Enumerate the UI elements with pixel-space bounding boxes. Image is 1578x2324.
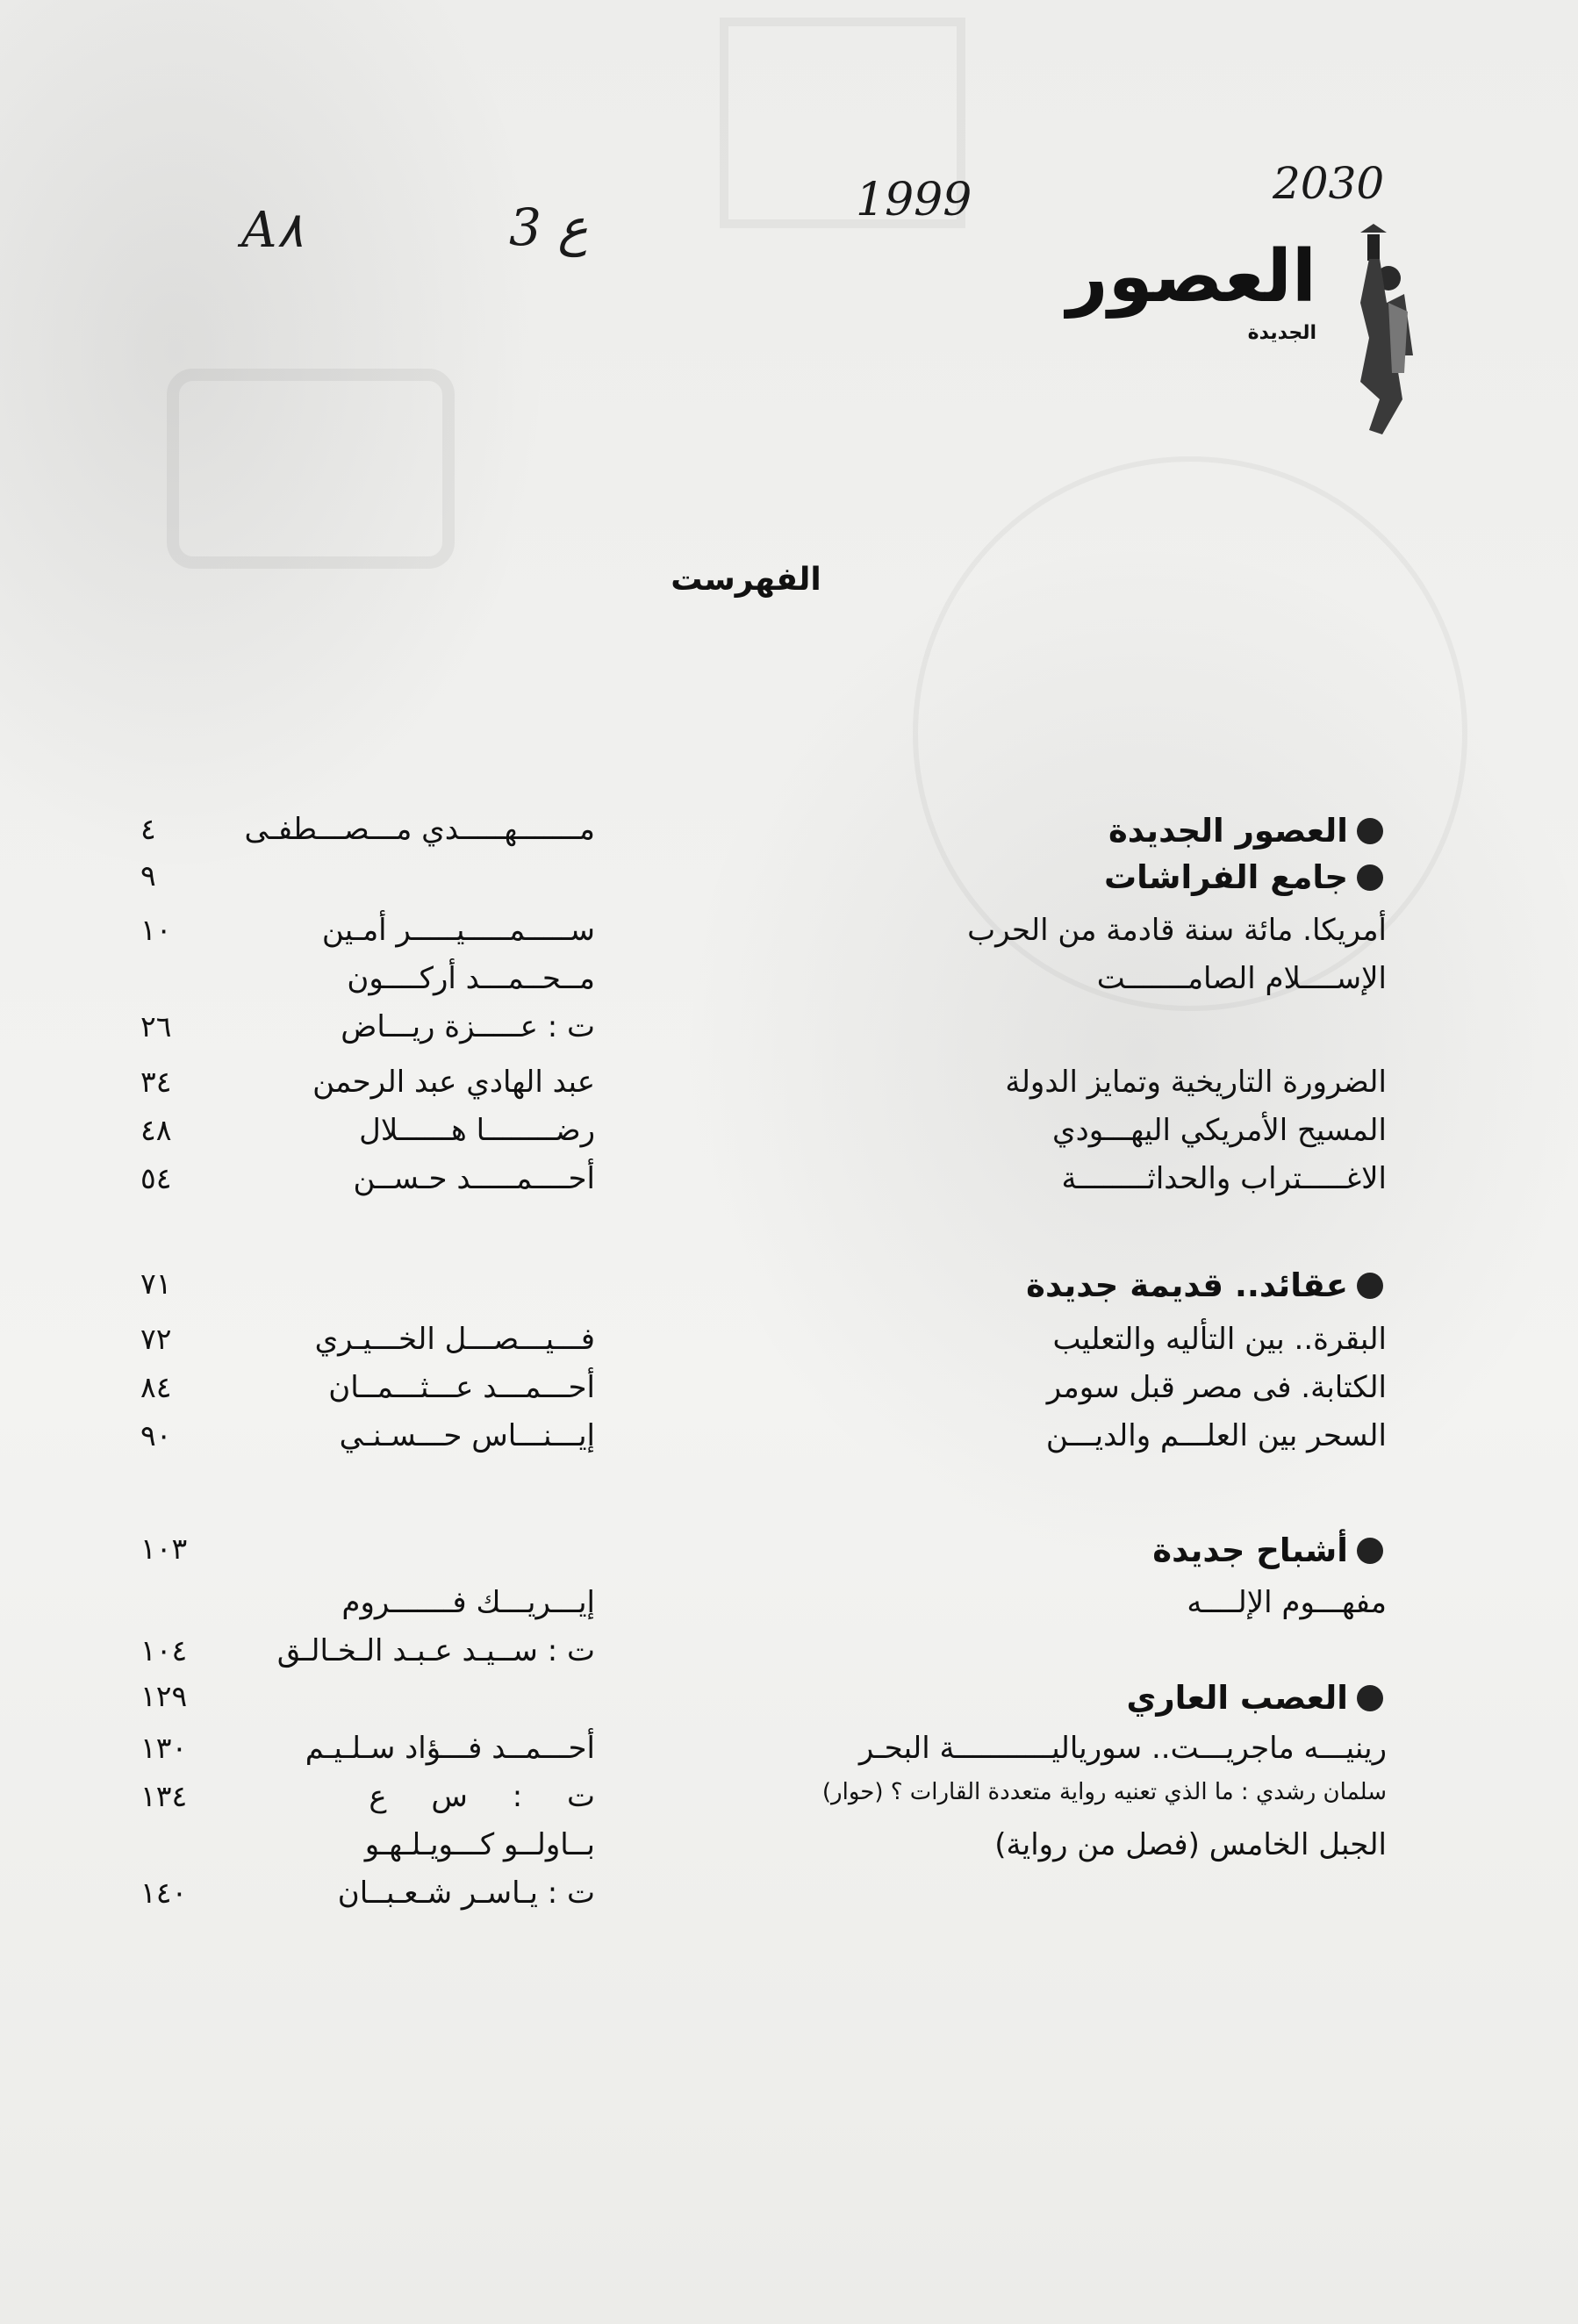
author-name: إيـــنـــاس حـــسـنـي xyxy=(339,1418,595,1453)
toc-entry-row xyxy=(0,1731,1578,1776)
translator-name: ت : يـاسـر شـعـبــان xyxy=(337,1876,595,1911)
page-number: ٢٦ xyxy=(140,1009,172,1044)
author-name: بــاولــو كـــويـلـهـو xyxy=(364,1827,595,1862)
article-title: مفهـــوم الإلــــه xyxy=(1187,1585,1387,1620)
author-name: مــحــمـــد أركــــون xyxy=(347,961,595,996)
page-number: ١٢٩ xyxy=(140,1679,188,1713)
page-number: ٩٠ xyxy=(140,1418,172,1452)
author-name: ســـــمـــــيـــــر أمـين xyxy=(321,913,595,948)
author-name: رضــــــــا هــــــلال xyxy=(359,1113,595,1148)
toc-entry-row xyxy=(0,1779,1578,1825)
handwritten-year: 1999 xyxy=(856,174,972,226)
author-name: عبد الهادي عبد الرحمن xyxy=(312,1065,595,1100)
article-title: الضرورة التاريخية وتمايز الدولة xyxy=(1005,1065,1387,1100)
magazine-name: العصور xyxy=(1066,235,1316,319)
bullet-icon xyxy=(1357,1685,1383,1711)
section-heading xyxy=(1126,1679,1383,1717)
article-title: الكتابة. فى مصر قبل سومر xyxy=(1046,1370,1387,1405)
section-name: العصور الجديدة xyxy=(1108,812,1348,850)
author-name: أحــــمـــــد حـســن xyxy=(353,1161,595,1196)
section-heading xyxy=(1026,1266,1383,1304)
index-title: الفهرست xyxy=(671,562,821,598)
article-title: أمريكا. مائة سنة قادمة من الحرب xyxy=(967,913,1387,948)
magazine-subtitle: الجديدة xyxy=(1247,322,1316,344)
author-name: مـــــــهـــــدي مـــصـــطفـى xyxy=(244,812,595,847)
toc-entry-row xyxy=(0,1009,1578,1055)
article-title: الجبل الخامس (فصل من رواية) xyxy=(994,1827,1387,1862)
page-number: ٤ xyxy=(140,812,156,846)
translator-name: ت : ســيـد عـبـد الـخـالـق xyxy=(276,1633,595,1668)
section-name: العصب العاري xyxy=(1126,1679,1348,1717)
toc-entry-row xyxy=(0,1827,1578,1873)
page-number: ٧٢ xyxy=(140,1322,172,1356)
handwritten-issue-mark: ع 3 xyxy=(509,197,588,257)
section-heading xyxy=(1152,1531,1383,1569)
page-number: ١٠٤ xyxy=(140,1633,188,1668)
article-title: رينيـــه ماجريـــت.. سورياليـــــــــــة البحـر xyxy=(858,1731,1387,1766)
author-name: فـــيـــصـــل الخـــيـري xyxy=(314,1322,595,1357)
toc-entry-row xyxy=(0,1585,1578,1631)
toc-entry-row xyxy=(0,1161,1578,1207)
bullet-icon xyxy=(1357,864,1383,891)
bullet-icon xyxy=(1357,1273,1383,1299)
page-number: ١٠ xyxy=(140,913,172,947)
article-title: الاغـــــتراب والحداثــــــــة xyxy=(1061,1161,1387,1196)
bullet-icon xyxy=(1357,1538,1383,1564)
page-number: ١٣٤ xyxy=(140,1779,188,1813)
section-name: أشباح جديدة xyxy=(1152,1531,1348,1569)
page-number: ٩ xyxy=(140,858,156,893)
toc-section-row xyxy=(0,1679,1578,1725)
page-number: ٥٤ xyxy=(140,1161,172,1195)
page-number: ٨٤ xyxy=(140,1370,172,1404)
toc-entry-row xyxy=(0,1876,1578,1921)
author-name: أحـــمــد فـــؤاد سـلـيـم xyxy=(305,1731,595,1766)
handwritten-code: A٨ xyxy=(241,202,304,259)
toc-entry-row xyxy=(0,1065,1578,1110)
toc-section-row xyxy=(0,812,1578,857)
handwritten-archive-number: 2030 xyxy=(1273,158,1385,209)
page-number: ١٤٠ xyxy=(140,1876,188,1910)
page-number: ١٠٣ xyxy=(140,1531,188,1566)
article-title: الإســــلام الصامـــــــت xyxy=(1096,961,1387,996)
toc-section-row xyxy=(0,1266,1578,1312)
translator-name: ت : عـــــزة ريـــاض xyxy=(341,1009,595,1044)
toc-section-row xyxy=(0,1531,1578,1577)
page-number: ٣٤ xyxy=(140,1065,172,1099)
toc-entry-row xyxy=(0,1633,1578,1679)
translator-name: ت : س ع xyxy=(369,1779,595,1814)
toc-entry-row xyxy=(0,1322,1578,1367)
toc-entry-row xyxy=(0,1418,1578,1464)
author-name: إيـــريـــك فـــــــروم xyxy=(341,1585,595,1620)
section-heading xyxy=(1104,858,1383,896)
section-heading xyxy=(1108,812,1383,850)
article-title: السحر بين العلـــم والديـــن xyxy=(1045,1418,1387,1453)
toc-entry-row xyxy=(0,961,1578,1007)
bullet-icon xyxy=(1357,818,1383,844)
toc-entry-row xyxy=(0,913,1578,958)
toc-entry-row xyxy=(0,1370,1578,1416)
section-name: عقائد.. قديمة جديدة xyxy=(1026,1266,1348,1304)
article-title: البقرة.. بين التأليه والتعليب xyxy=(1052,1322,1387,1357)
toc-entry-row xyxy=(0,1113,1578,1158)
page-number: ٤٨ xyxy=(140,1113,172,1147)
page-number: ٧١ xyxy=(140,1266,172,1301)
toc-section-row xyxy=(0,858,1578,904)
article-title: سلمان رشدي : ما الذي تعنيه رواية متعددة القارات ؟ (حوار) xyxy=(821,1779,1387,1805)
article-title: المسيح الأمريكي اليهـــودي xyxy=(1052,1113,1387,1148)
section-name: جامع الفراشات xyxy=(1104,858,1348,896)
page-number: ١٣٠ xyxy=(140,1731,188,1765)
author-name: أحـــمـــد عـــثـــمــان xyxy=(328,1370,595,1405)
